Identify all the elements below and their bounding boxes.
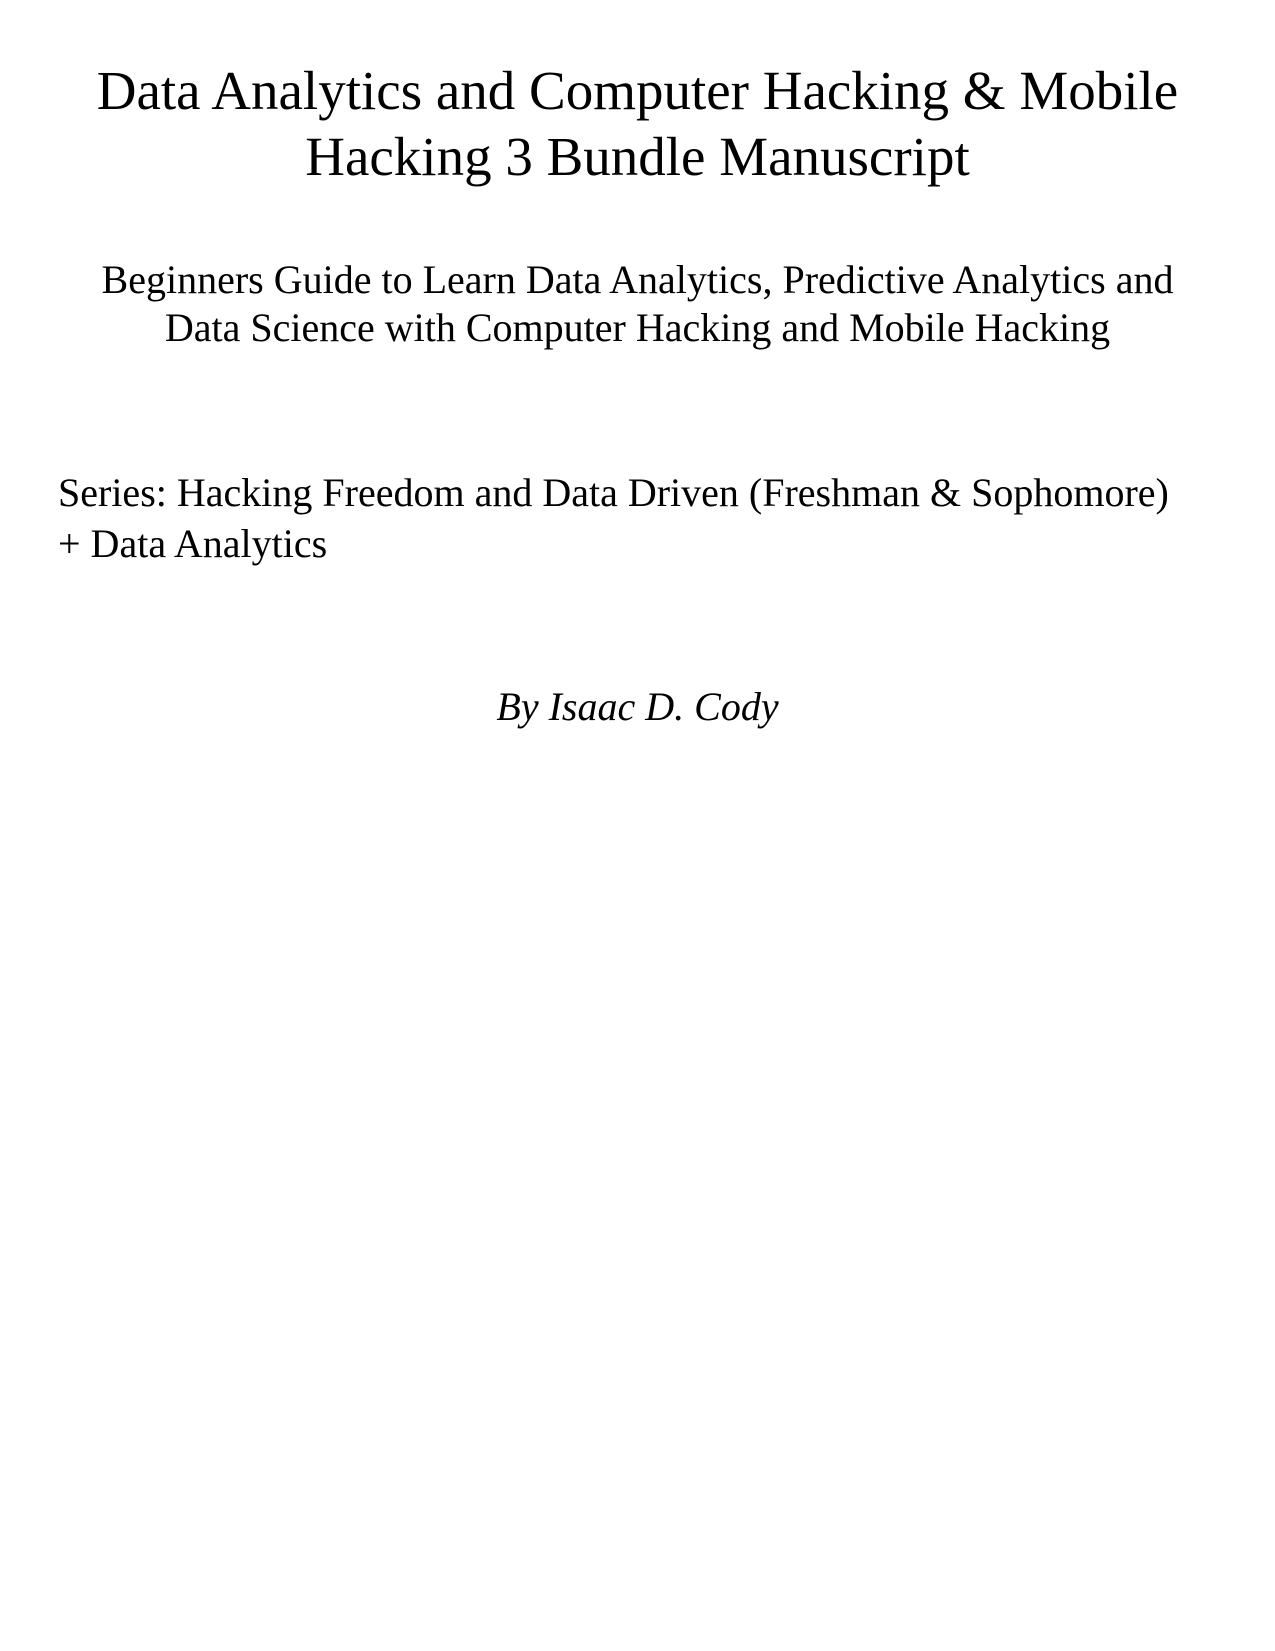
series-info-line-1: Series: Hacking Freedom and Data Driven (Freshman & Sophomore) [58,470,1169,515]
book-title-line-1: Data Analytics and Computer Hacking & Mobile [96,60,1179,121]
book-subtitle-line-2: Data Science with Computer Hacking and Mobile Hacking [164,305,1111,350]
book-title [60,58,1215,190]
series-info-line-2: + Data Analytics [58,521,328,566]
book-subtitle [60,256,1215,352]
book-subtitle-line-1: Beginners Guide to Learn Data Analytics, Predictive Analytics and [101,257,1174,302]
series-info [58,467,1238,569]
author-byline: By Isaac D. Cody [496,684,779,729]
book-title-line-2: Hacking 3 Bundle Manuscript [305,126,970,187]
